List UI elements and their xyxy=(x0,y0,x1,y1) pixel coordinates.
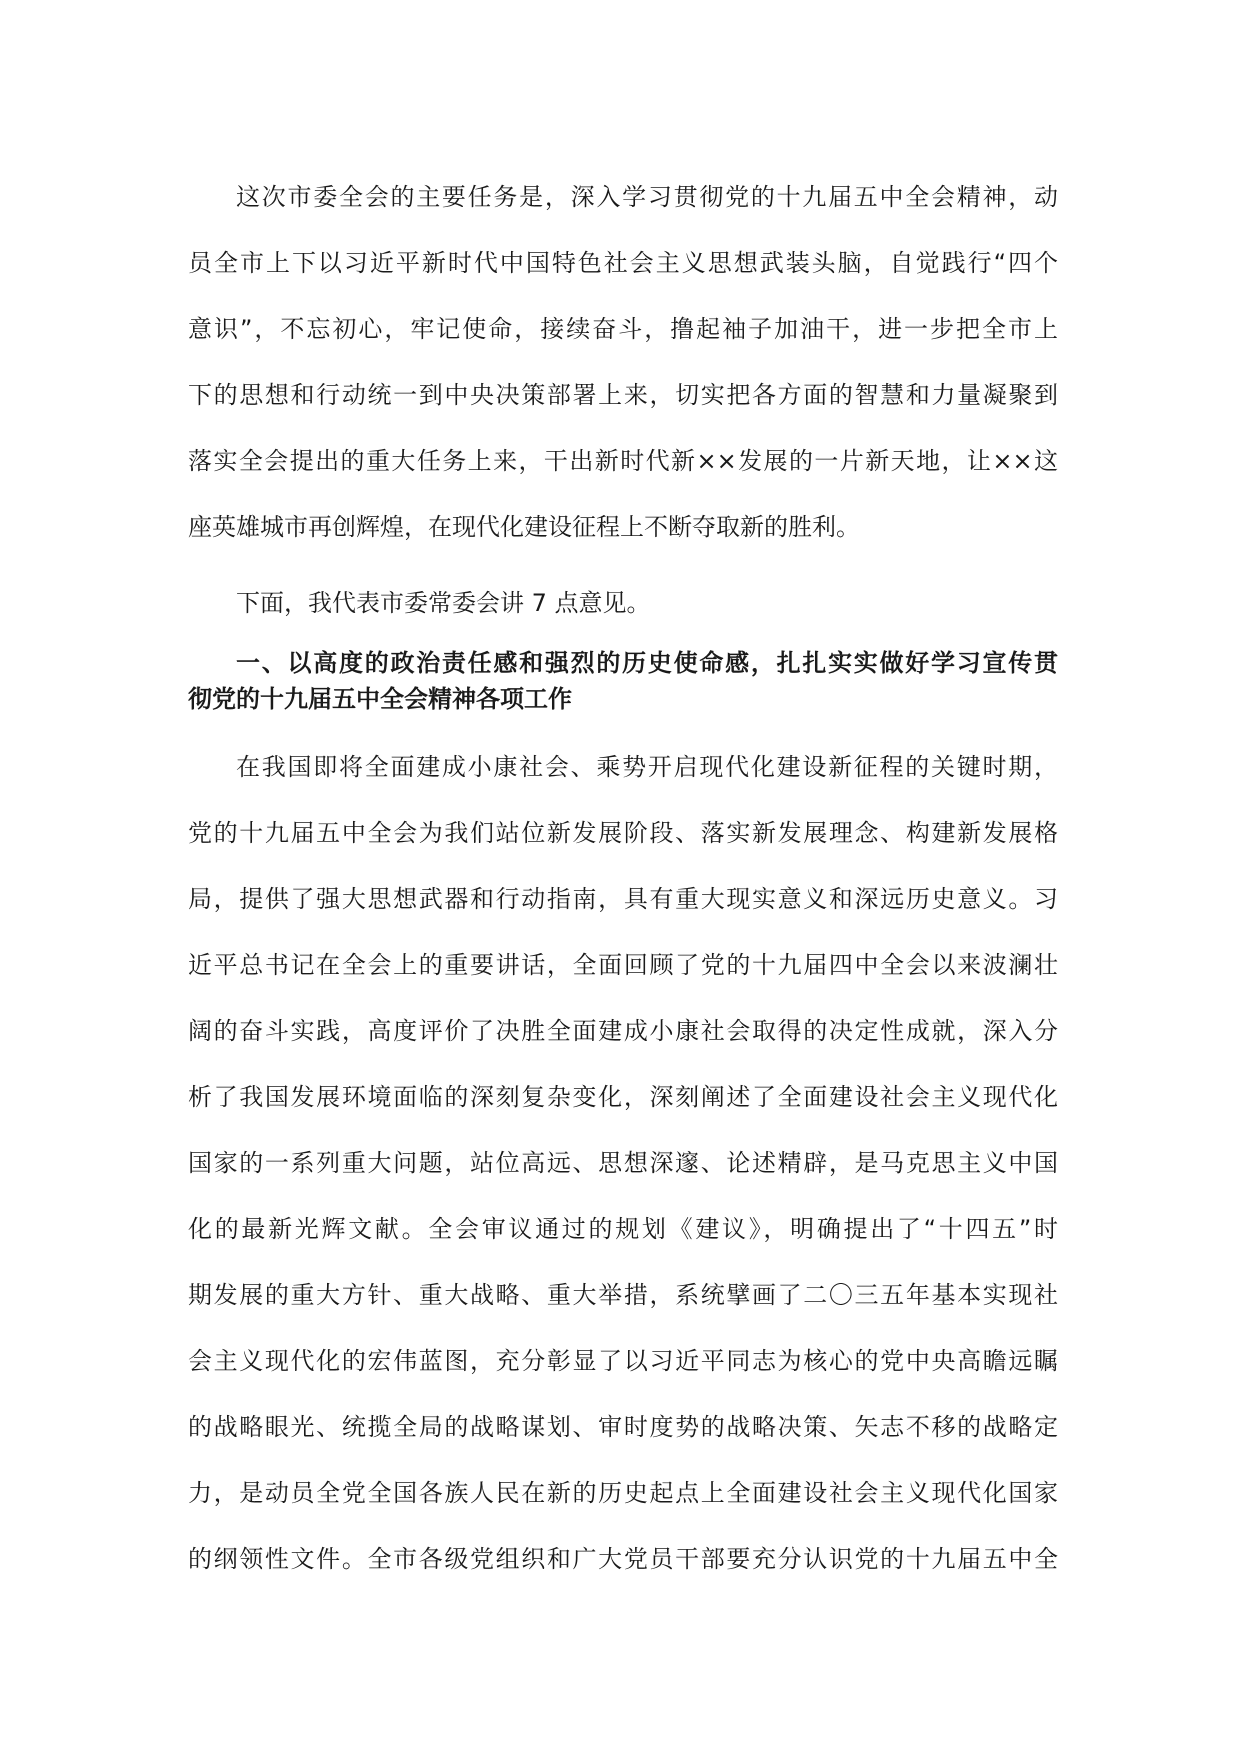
paragraph-line: 这次市委全会的主要任务是，深入学习贯彻党的十九届五中全会精神，动 xyxy=(236,183,1058,211)
paragraph-line: 化的最新光辉文献。全会审议通过的规划《建议》，明确提出了“十四五”时 xyxy=(188,1215,1058,1243)
paragraph-line: 会主义现代化的宏伟蓝图，充分彰显了以习近平同志为核心的党中央高瞻远瞩 xyxy=(188,1347,1058,1375)
paragraph-line: 力，是动员全党全国各族人民在新的历史起点上全面建设社会主义现代化国家 xyxy=(188,1479,1058,1507)
paragraph-line: 下面，我代表市委常委会讲 7 点意见。 xyxy=(236,589,651,617)
paragraph-line: 在我国即将全面建成小康社会、乘势开启现代化建设新征程的关键时期， xyxy=(236,753,1058,781)
paragraph-line: 的战略眼光、统揽全局的战略谋划、审时度势的战略决策、矢志不移的战略定 xyxy=(188,1413,1058,1441)
heading-line: 一、以高度的政治责任感和强烈的历史使命感，扎扎实实做好学习宣传贯 xyxy=(236,649,1058,677)
paragraph-line: 局，提供了强大思想武器和行动指南，具有重大现实意义和深远历史意义。习 xyxy=(188,885,1058,913)
section-heading xyxy=(188,645,1058,717)
paragraph-line: 析了我国发展环境面临的深刻复杂变化，深刻阐述了全面建设社会主义现代化 xyxy=(188,1083,1058,1111)
paragraph-line: 阔的奋斗实践，高度评价了决胜全面建成小康社会取得的决定性成就，深入分 xyxy=(188,1017,1058,1045)
paragraph-line: 的纲领性文件。全市各级党组织和广大党员干部要充分认识党的十九届五中全 xyxy=(188,1545,1058,1573)
paragraph-line: 期发展的重大方针、重大战略、重大举措，系统擘画了二〇三五年基本实现社 xyxy=(188,1281,1058,1309)
paragraph-body xyxy=(188,734,1058,1592)
paragraph-opening xyxy=(188,164,1058,560)
paragraph-line: 下的思想和行动统一到中央决策部署上来，切实把各方面的智慧和力量凝聚到 xyxy=(188,381,1058,409)
paragraph-line: 落实全会提出的重大任务上来，干出新时代新××发展的一片新天地，让××这 xyxy=(188,447,1058,475)
paragraph-line: 近平总书记在全会上的重要讲话，全面回顾了党的十九届四中全会以来波澜壮 xyxy=(188,951,1058,979)
paragraph-intro xyxy=(188,570,1058,636)
heading-line: 彻党的十九届五中全会精神各项工作 xyxy=(188,685,572,713)
paragraph-line: 座英雄城市再创辉煌，在现代化建设征程上不断夺取新的胜利。 xyxy=(188,513,860,541)
paragraph-line: 意识”，不忘初心，牢记使命，接续奋斗，撸起袖子加油干，进一步把全市上 xyxy=(188,315,1058,343)
paragraph-line: 国家的一系列重大问题，站位高远、思想深邃、论述精辟，是马克思主义中国 xyxy=(188,1149,1058,1177)
paragraph-line: 员全市上下以习近平新时代中国特色社会主义思想武装头脑，自觉践行“四个 xyxy=(188,249,1058,277)
paragraph-line: 党的十九届五中全会为我们站位新发展阶段、落实新发展理念、构建新发展格 xyxy=(188,819,1058,847)
